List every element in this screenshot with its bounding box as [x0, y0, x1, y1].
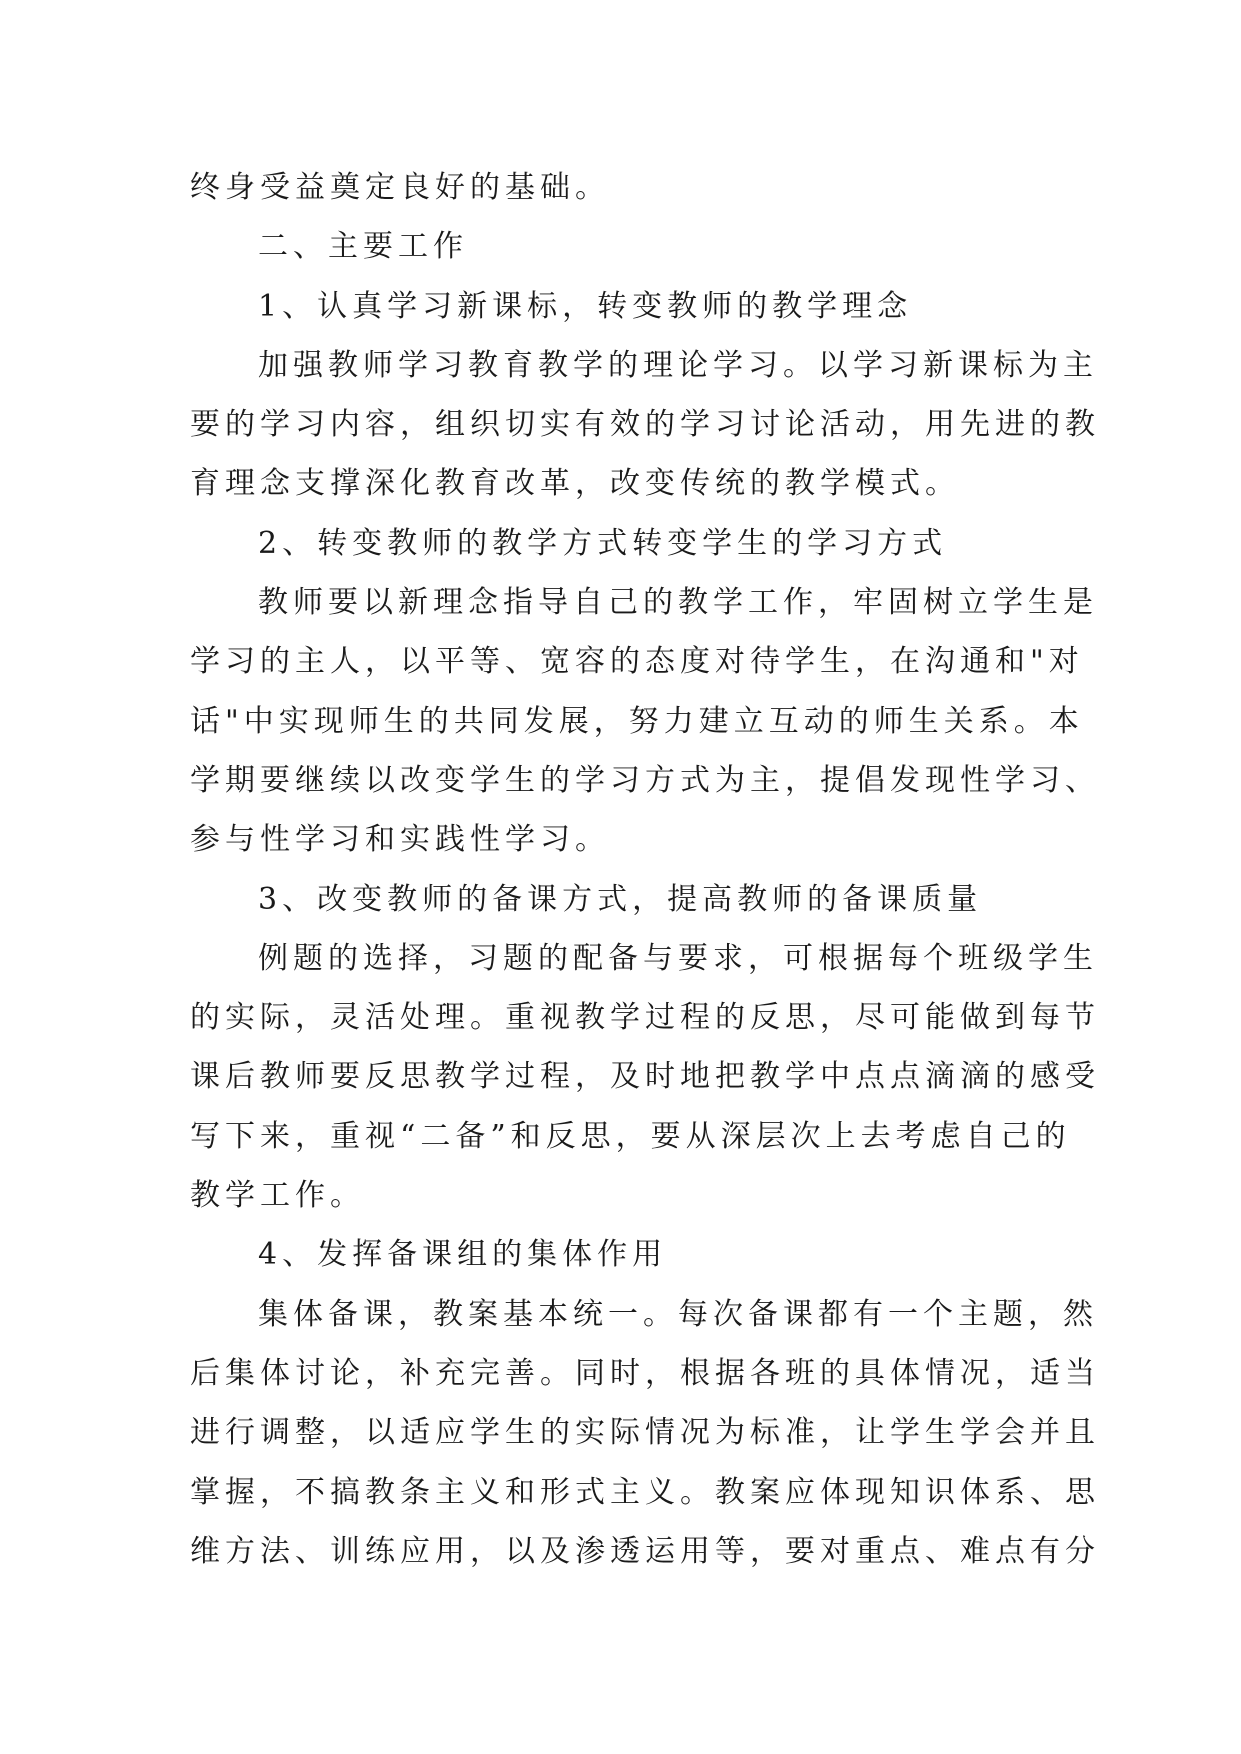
subsection-heading: 3、改变教师的备课方式，提高教师的备课质量 — [258, 881, 983, 917]
text-line: 话"中实现师生的共同发展，努力建立互动的师生关系。本 — [190, 703, 1084, 739]
subsection-heading: 2、转变教师的教学方式转变学生的学习方式 — [258, 525, 948, 561]
text-line: 学习的主人，以平等、宽容的态度对待学生，在沟通和"对 — [190, 644, 1084, 680]
text-line: 集体备课，教案基本统一。每次备课都有一个主题，然 — [258, 1296, 1098, 1332]
subsection-heading: 1、认真学习新课标，转变教师的教学理念 — [258, 288, 913, 324]
text-line: 例题的选择，习题的配备与要求，可根据每个班级学生 — [258, 940, 1098, 976]
text-line: 维方法、训练应用，以及渗透运用等，要对重点、难点有分 — [190, 1533, 1100, 1569]
text-line: 教师要以新理念指导自己的教学工作，牢固树立学生是 — [258, 585, 1098, 621]
text-line: 教学工作。 — [190, 1178, 365, 1214]
text-line: 课后教师要反思教学过程，及时地把教学中点点滴滴的感受 — [190, 1059, 1100, 1095]
document-body — [190, 158, 1100, 1581]
text-line: 写下来，重视“二备”和反思，要从深层次上去考虑自己的 — [190, 1118, 1071, 1154]
text-line: 育理念支撑深化教育改革，改变传统的教学模式。 — [190, 466, 960, 502]
subsection-heading: 4、发挥备课组的集体作用 — [258, 1237, 668, 1273]
section-heading: 二、主要工作 — [258, 229, 468, 265]
text-line: 参与性学习和实践性学习。 — [190, 822, 610, 858]
text-line: 后集体讨论，补充完善。同时，根据各班的具体情况，适当 — [190, 1355, 1100, 1391]
text-line: 要的学习内容，组织切实有效的学习讨论活动，用先进的教 — [190, 407, 1100, 443]
text-line: 学期要继续以改变学生的学习方式为主，提倡发现性学习、 — [190, 762, 1100, 798]
text-line: 掌握，不搞教条主义和形式主义。教案应体现知识体系、思 — [190, 1474, 1100, 1510]
text-line: 进行调整，以适应学生的实际情况为标准，让学生学会并且 — [190, 1415, 1100, 1451]
text-line: 的实际，灵活处理。重视教学过程的反思，尽可能做到每节 — [190, 1000, 1100, 1036]
text-line: 终身受益奠定良好的基础。 — [190, 170, 610, 205]
text-line: 加强教师学习教育教学的理论学习。以学习新课标为主 — [258, 347, 1098, 383]
